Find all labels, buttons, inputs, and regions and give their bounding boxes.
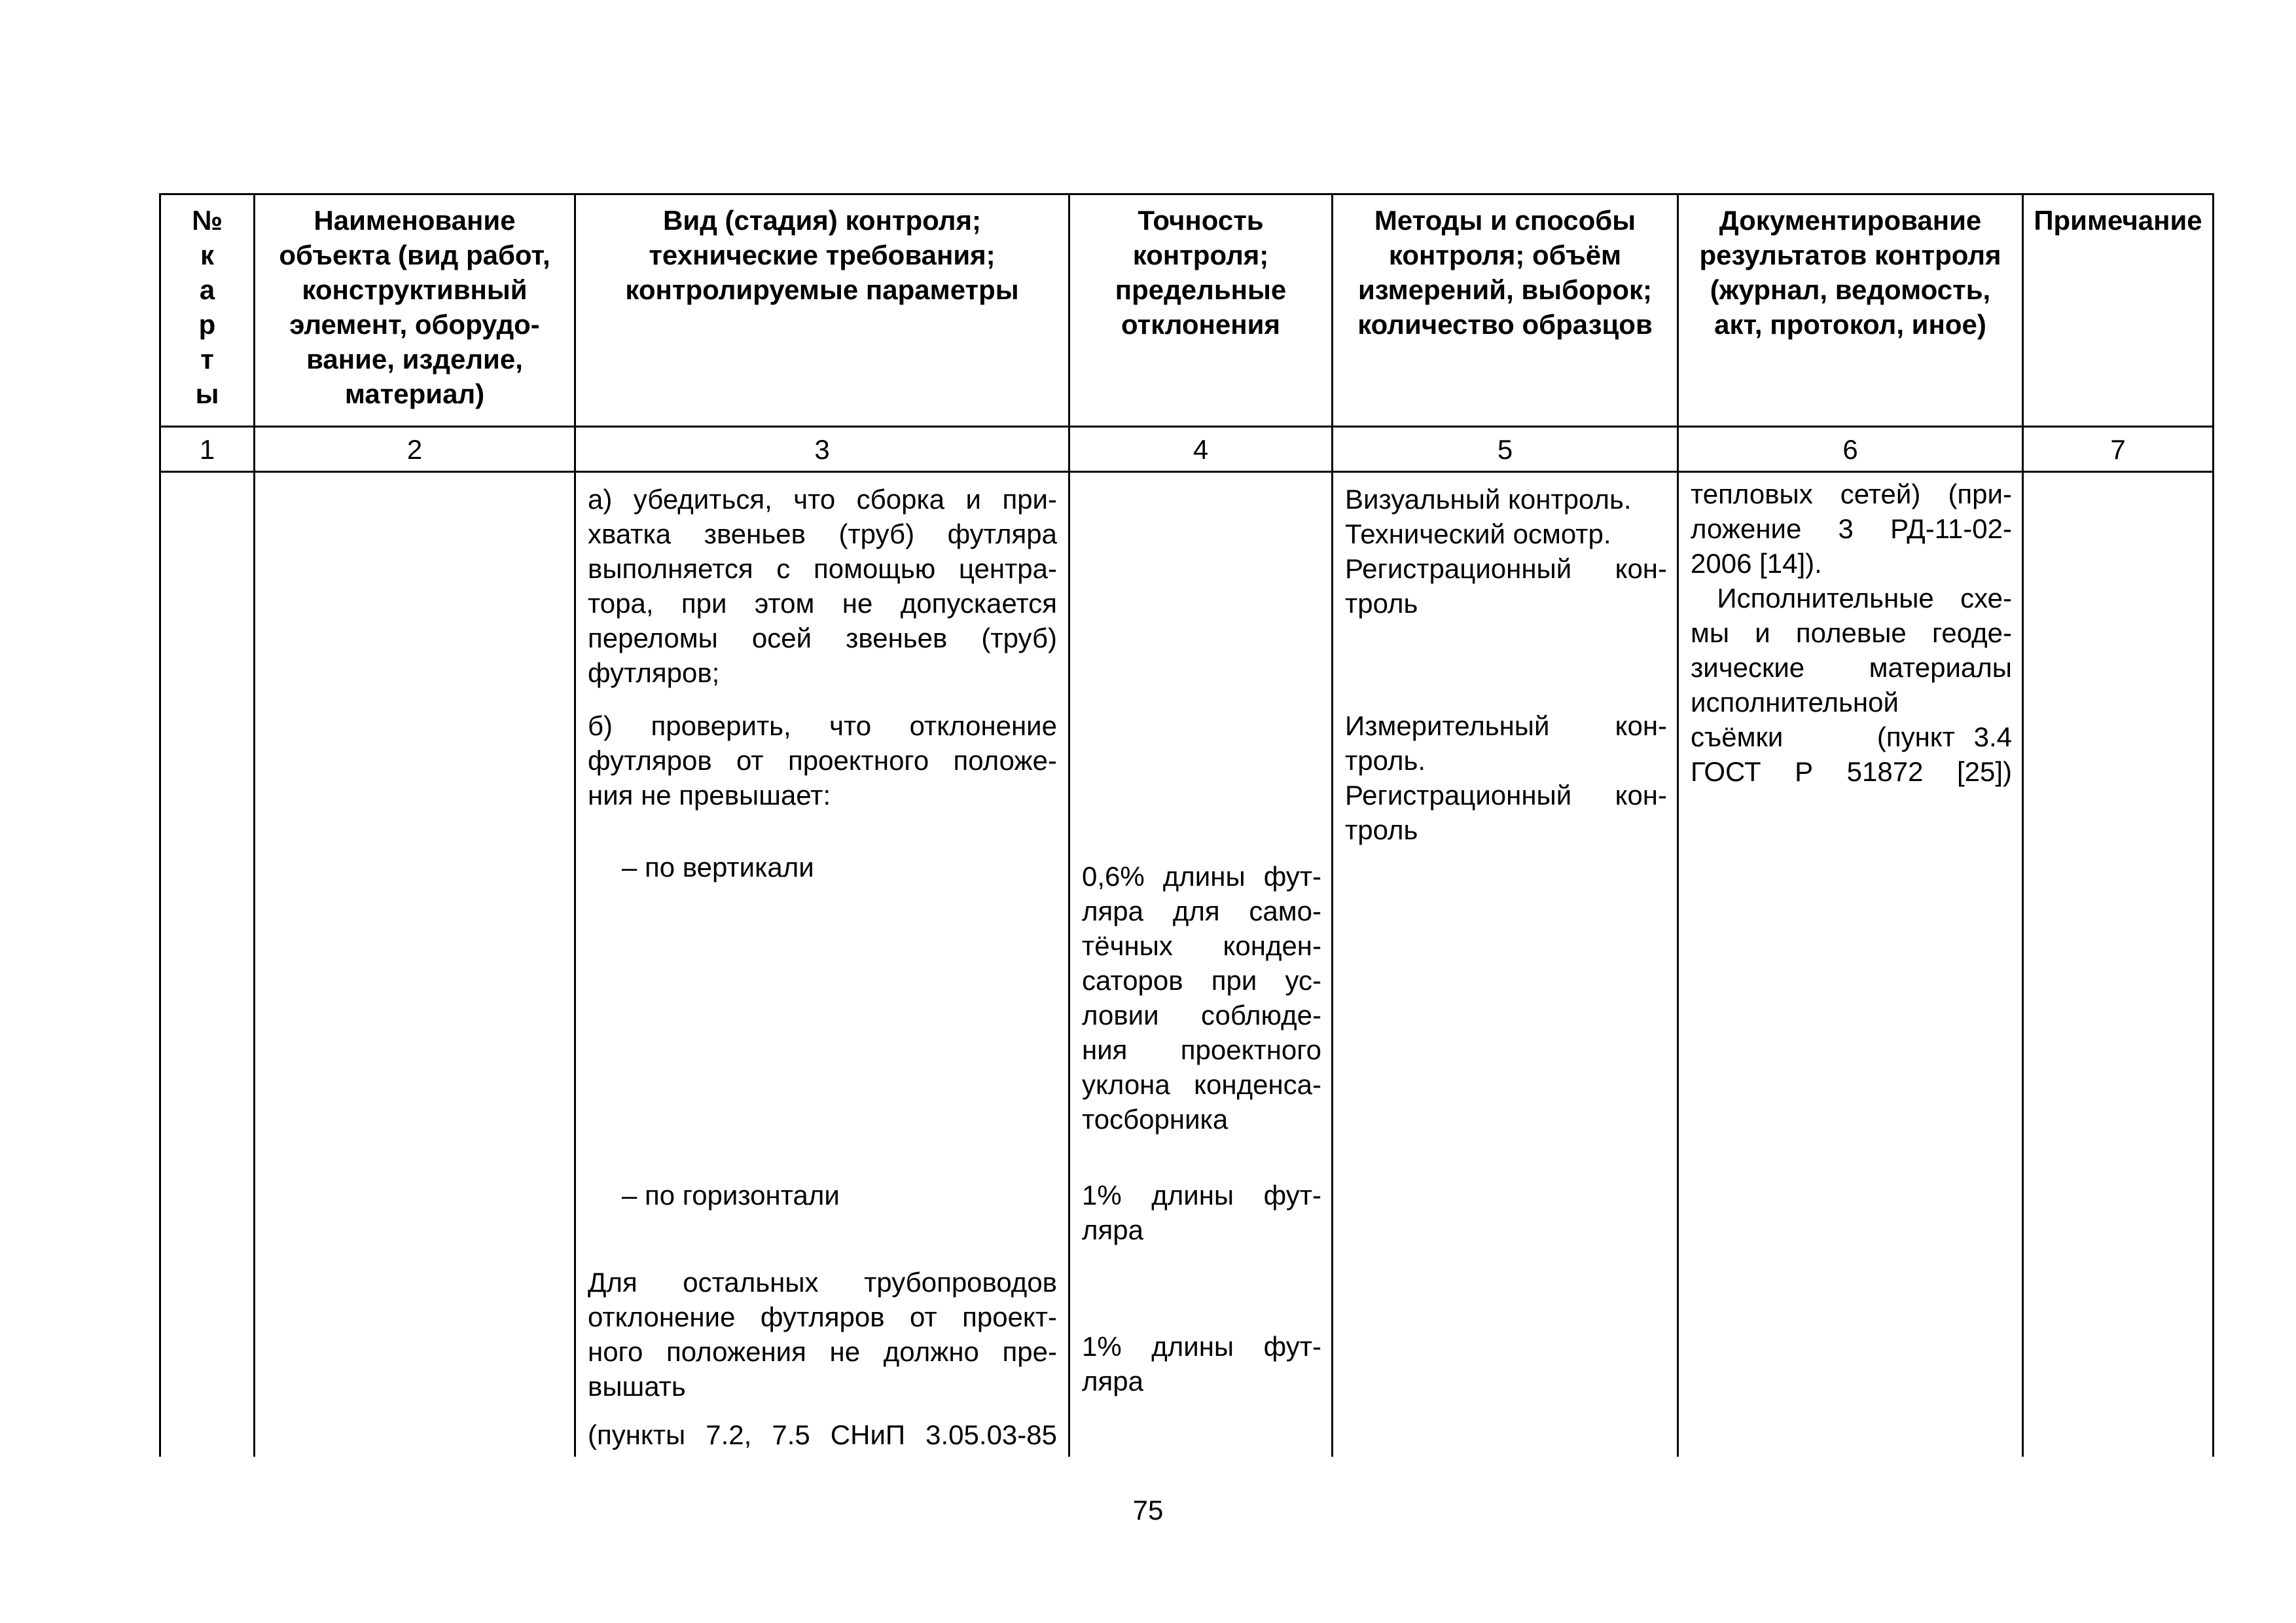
- vertical-label: – по вертикали: [622, 852, 814, 883]
- reference: (пункты 7.2, 7.5 СНиП 3.05.03-85: [588, 1419, 1057, 1450]
- method-visual: Визуальный контроль. Технический осмотр. Регистрационный кон- троль: [1345, 484, 1667, 619]
- requirement-b: б) проверить, что отклонение футляров от проектного положе- ния не превышает:: [588, 710, 1057, 811]
- cell-col6: [1678, 472, 2023, 1457]
- table-row: [160, 472, 2214, 1457]
- cell-col4: [1069, 472, 1333, 1457]
- control-table: [159, 193, 2214, 1457]
- cell-col3: [575, 472, 1069, 1457]
- column-number: 1: [160, 427, 255, 472]
- column-number: 4: [1069, 427, 1333, 472]
- cell-col1: [160, 472, 255, 1457]
- cell-col2: [255, 472, 575, 1457]
- column-number: 6: [1678, 427, 2023, 472]
- horizontal-tolerance: 1% длины фут- ляра: [1082, 1180, 1321, 1245]
- other-tolerance: 1% длины фут- ляра: [1082, 1331, 1321, 1396]
- header-col3: Вид (стадия) контроля; технические требования; контролируемые параметры: [575, 194, 1069, 427]
- column-number-row: [160, 427, 2214, 472]
- cell-col7: [2023, 472, 2214, 1457]
- column-number: 3: [575, 427, 1069, 472]
- requirement-a: а) убедиться, что сборка и при- хватка звеньев (труб) футляра выполняется с помощью центра- тора, при этом не допускается переломы осей звеньев (труб) футляров;: [588, 484, 1057, 688]
- header-col5: Методы и способы контроля; объём измерений, выборок; количество образцов: [1333, 194, 1678, 427]
- other-pipelines: Для остальных трубопроводов отклонение футляров от проект- ного положения не должно пре- вышать: [588, 1267, 1057, 1402]
- horizontal-label: – по горизонтали: [622, 1180, 840, 1211]
- method-measurement: Измерительный кон- троль. Регистрационный кон- троль: [1345, 710, 1667, 845]
- column-number: 2: [255, 427, 575, 472]
- cell-col5: [1333, 472, 1678, 1457]
- documentation-text: тепловых сетей) (при- ложение 3 РД-11-02- 2006 [14]). Исполнительные схе- мы и полевые геоде- зические материалы исполнительной съёмки (пункт 3.4 ГОСТ Р 51872 [25]): [1691, 479, 2012, 787]
- column-number: 5: [1333, 427, 1678, 472]
- header-col7: Примечание: [2023, 194, 2214, 427]
- vertical-tolerance: 0,6% длины фут- ляра для само- тёчных конден- саторов при ус- ловии соблюде- ния проектного уклона конденса- тосборника: [1082, 861, 1321, 1135]
- page-number: 75: [1132, 1495, 1164, 1525]
- header-col1: № к а р т ы: [160, 194, 255, 427]
- header-col4: Точность контроля; предельные отклонения: [1069, 194, 1333, 427]
- header-row: [160, 194, 2214, 427]
- header-col2: Наименование объекта (вид работ, конструктивный элемент, оборудо- вание, изделие, материал): [255, 194, 575, 427]
- header-col6: Документирование результатов контроля (журнал, ведомость, акт, протокол, иное): [1678, 194, 2023, 427]
- column-number: 7: [2023, 427, 2214, 472]
